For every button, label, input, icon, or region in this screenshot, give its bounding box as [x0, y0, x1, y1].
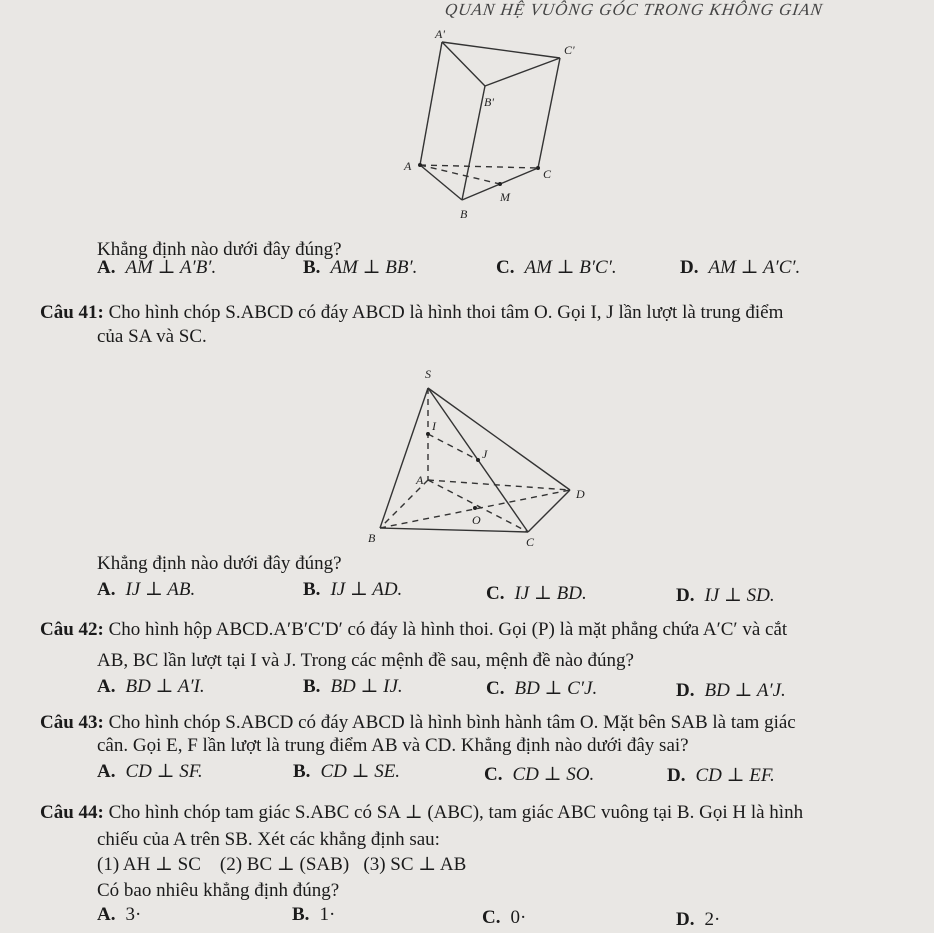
q40-option-b[interactable]: B. AM ⊥ BB′. [303, 257, 418, 278]
prism-figure [390, 28, 630, 228]
label-A2: A [416, 473, 424, 487]
q44-text-line1: Câu 44: Cho hình chóp tam giác S.ABC có SA ⊥ (ABC), tam giác ABC vuông tại B. Gọi H là hình [40, 802, 804, 823]
q40-option-c[interactable]: C. AM ⊥ B′C′. [496, 257, 617, 278]
q42-option-c[interactable]: C. BD ⊥ C′J. [486, 678, 598, 699]
q43-text-line1: Câu 43: Cho hình chóp S.ABCD có đáy ABCD là hình bình hành tâm O. Mặt bên SAB là tam giác [40, 712, 796, 733]
q43-option-c[interactable]: C. CD ⊥ SO. [484, 764, 595, 785]
label-J: J [482, 447, 488, 461]
q42-option-b[interactable]: B. BD ⊥ IJ. [303, 676, 403, 697]
label-B: B [460, 207, 468, 221]
q43-option-b[interactable]: B. CD ⊥ SE. [293, 761, 401, 782]
label-A-prime: A' [435, 28, 445, 41]
q42-option-a[interactable]: A. BD ⊥ A′I. [97, 676, 205, 697]
label-B-prime: B' [484, 95, 494, 109]
q41-option-c[interactable]: C. IJ ⊥ BD. [486, 583, 587, 604]
q43-text-line2: cân. Gọi E, F lần lượt là trung điểm AB và CD. Khẳng định nào dưới đây sai? [97, 735, 689, 756]
label-C-prime: C' [564, 43, 575, 57]
q44-option-c[interactable]: C. 0· [482, 907, 527, 928]
q42-text-line1: Câu 42: Cho hình hộp ABCD.A′B′C′D′ có đáy là hình thoi. Gọi (P) là mặt phẳng chứa A′C′ và cắt [40, 619, 788, 640]
q40-option-a[interactable]: A. AM ⊥ A′B′. [97, 257, 217, 278]
q41-option-a[interactable]: A. IJ ⊥ AB. [97, 579, 196, 600]
q43-option-a[interactable]: A. CD ⊥ SF. [97, 761, 203, 782]
q41-text-line2: của SA và SC. [97, 326, 207, 347]
q44-option-d[interactable]: D. 2· [676, 909, 721, 930]
q44-claims: (1) AH ⊥ SC (2) BC ⊥ (SAB) (3) SC ⊥ AB [97, 854, 467, 875]
q43-option-d[interactable]: D. CD ⊥ EF. [667, 765, 775, 786]
label-O: O [472, 513, 481, 527]
q40-prompt: Khẳng định nào dưới đây đúng? [97, 239, 342, 260]
q41-option-d[interactable]: D. IJ ⊥ SD. [676, 585, 775, 606]
label-C: C [543, 167, 552, 181]
q44-prompt: Có bao nhiêu khẳng định đúng? [97, 880, 340, 901]
q44-option-a[interactable]: A. 3· [97, 904, 142, 925]
q40-option-d[interactable]: D. AM ⊥ A′C′. [680, 257, 801, 278]
label-B2: B [368, 531, 376, 545]
q42-text-line2: AB, BC lần lượt tại I và J. Trong các mệnh đề sau, mệnh đề nào đúng? [97, 650, 634, 671]
q41-option-b[interactable]: B. IJ ⊥ AD. [303, 579, 403, 600]
q41-text-line1: Câu 41: Cho hình chóp S.ABCD có đáy ABCD là hình thoi tâm O. Gọi I, J lần lượt là trung điểm [40, 302, 784, 323]
label-D: D [576, 487, 585, 501]
pyramid-figure [360, 362, 610, 552]
q42-option-d[interactable]: D. BD ⊥ A′J. [676, 680, 786, 701]
label-I: I [432, 419, 436, 433]
q44-option-b[interactable]: B. 1· [292, 904, 336, 925]
q41-prompt: Khẳng định nào dưới đây đúng? [97, 553, 342, 574]
label-M: M [500, 190, 510, 204]
label-S: S [425, 367, 431, 381]
page-header: QUAN HỆ VUÔNG GÓC TRONG KHÔNG GIAN [443, 0, 825, 19]
q44-text-line2: chiếu của A trên SB. Xét các khẳng định sau: [97, 829, 440, 850]
label-A: A [404, 159, 412, 173]
label-C2: C [526, 535, 535, 549]
